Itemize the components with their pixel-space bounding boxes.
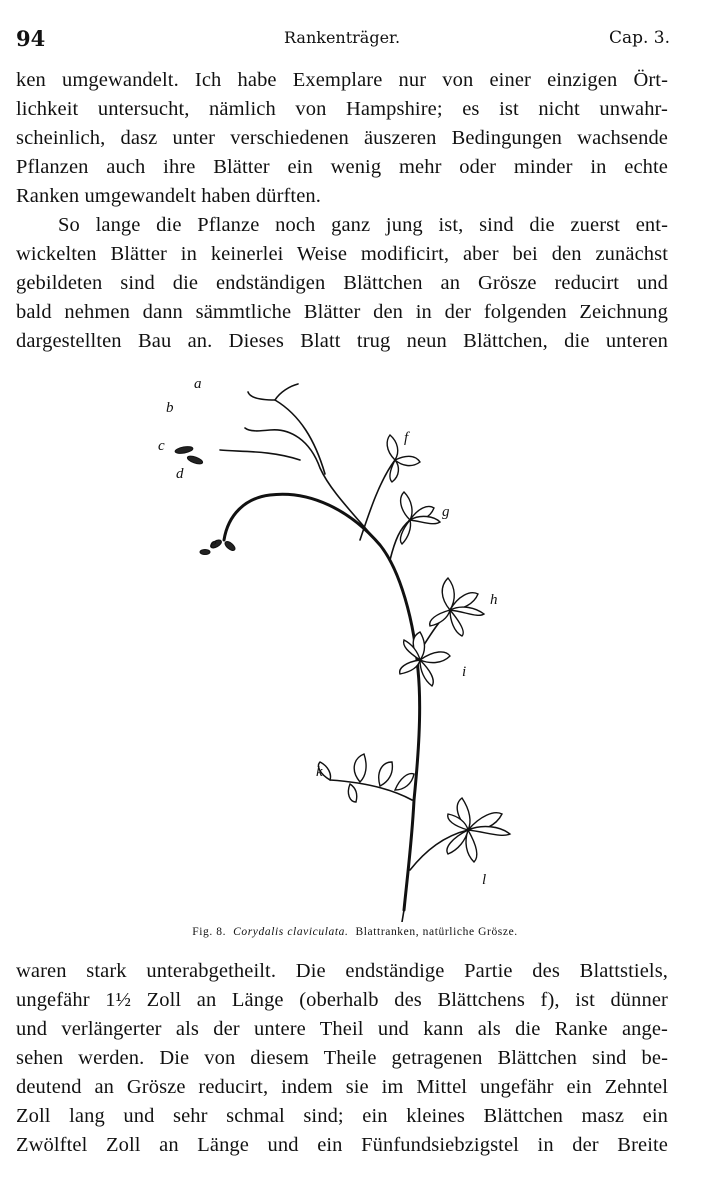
caption-fig: Fig. 8. <box>192 926 227 938</box>
leaflet-k4 <box>395 774 414 790</box>
tendril-cd <box>220 450 300 460</box>
label-l: l <box>482 872 487 888</box>
plant-drawing <box>150 370 550 922</box>
leaflet-i3 <box>420 660 433 686</box>
leaflet-g1 <box>401 492 412 520</box>
text-line: bald nehmen dann sämmtliche Blätter den in der folgenden Zeichnung <box>16 301 668 323</box>
label-c: c <box>158 438 165 454</box>
figure-illustration <box>150 370 550 922</box>
leaflet-g3 <box>410 516 440 523</box>
text-line: lichkeit untersucht, nämlich von Hampshire; es ist nicht unwahr- <box>16 98 668 120</box>
leaflet-c <box>175 445 194 454</box>
text-line: waren stark unterabgetheilt. Die endständige Partie des Blattstiels, <box>16 960 668 982</box>
leaflet-f2 <box>395 456 420 465</box>
text-line: wickelten Blätter in keinerlei Weise modificirt, aber bei den zunächst <box>16 243 668 265</box>
leaflet-e2 <box>223 540 236 552</box>
figure-caption <box>120 926 590 938</box>
leaflet-f3 <box>390 460 399 482</box>
leaflet-l3 <box>468 827 510 836</box>
leaflet-e3 <box>200 550 210 555</box>
leaflet-h5 <box>430 610 450 626</box>
text-line: ungefähr 1½ Zoll an Länge (oberhalb des Blättchens f), ist dünner <box>16 989 668 1011</box>
label-g: g <box>442 504 450 520</box>
tendril-branch <box>245 428 380 545</box>
label-f: f <box>404 430 409 446</box>
leaflet-d <box>186 454 203 465</box>
text-line: scheinlich, dasz unter verschiedenen äuszeren Bedingungen wachsende <box>16 127 668 149</box>
leaflet-h3 <box>450 607 484 615</box>
running-title: Rankenträger. <box>284 28 401 47</box>
leaflet-i2 <box>420 652 450 663</box>
chapter-label: Cap. 3. <box>608 28 670 48</box>
text-line: deutend an Grösze reducirt, indem sie im Mittel ungefähr ein Zehntel <box>16 1076 668 1098</box>
tendril-b <box>248 392 275 400</box>
text-line: Pflanzen auch ihre Blätter ein wenig mehr oder minder in echte <box>16 156 668 178</box>
tendril-a <box>275 384 298 400</box>
text-line: ken umgewandelt. Ich habe Exemplare nur von einer einzigen Ört- <box>16 69 668 91</box>
leaflet-h4 <box>450 610 463 636</box>
label-h: h <box>490 592 498 608</box>
text-line: gebildeten sind die endständigen Blättchen an Grösze reducirt und <box>16 272 668 294</box>
caption-text: Blattranken, natürliche Grösze. <box>355 926 518 938</box>
text-line: Ranken umgewandelt haben dürften. <box>16 185 322 207</box>
label-b: b <box>166 400 174 416</box>
leaflet-k5 <box>348 784 356 802</box>
page-number: 94 <box>16 26 46 51</box>
label-d: d <box>176 466 184 482</box>
text-line: Zoll lang und sehr schmal sind; ein kleines Blättchen masz ein <box>16 1105 668 1127</box>
caption-species: Corydalis claviculata. <box>233 926 349 938</box>
label-e: e <box>210 536 217 552</box>
text-line: So lange die Pflanze noch ganz jung ist, sind die zuerst ent- <box>58 214 668 236</box>
text-line: Zwölftel Zoll an Länge und ein Fünfundsiebzigstel in der Breite <box>16 1134 668 1156</box>
text-line: und verlängerter als der untere Theil und kann als die Ranke ange- <box>16 1018 668 1040</box>
text-line: sehen werden. Die von diesem Theile getragenen Blättchen sind be- <box>16 1047 668 1069</box>
stem-base <box>402 910 404 922</box>
label-a: a <box>194 376 202 392</box>
leaflet-l4 <box>466 830 477 862</box>
leaflet-k1 <box>354 754 366 782</box>
page-header <box>16 26 670 50</box>
label-i: i <box>462 664 467 680</box>
leaflet-k2 <box>379 762 393 786</box>
leaflet-f1 <box>387 435 398 460</box>
text-line: dargestellten Bau an. Dieses Blatt trug neun Blättchen, die unteren <box>16 330 668 352</box>
label-k: k <box>316 764 323 780</box>
